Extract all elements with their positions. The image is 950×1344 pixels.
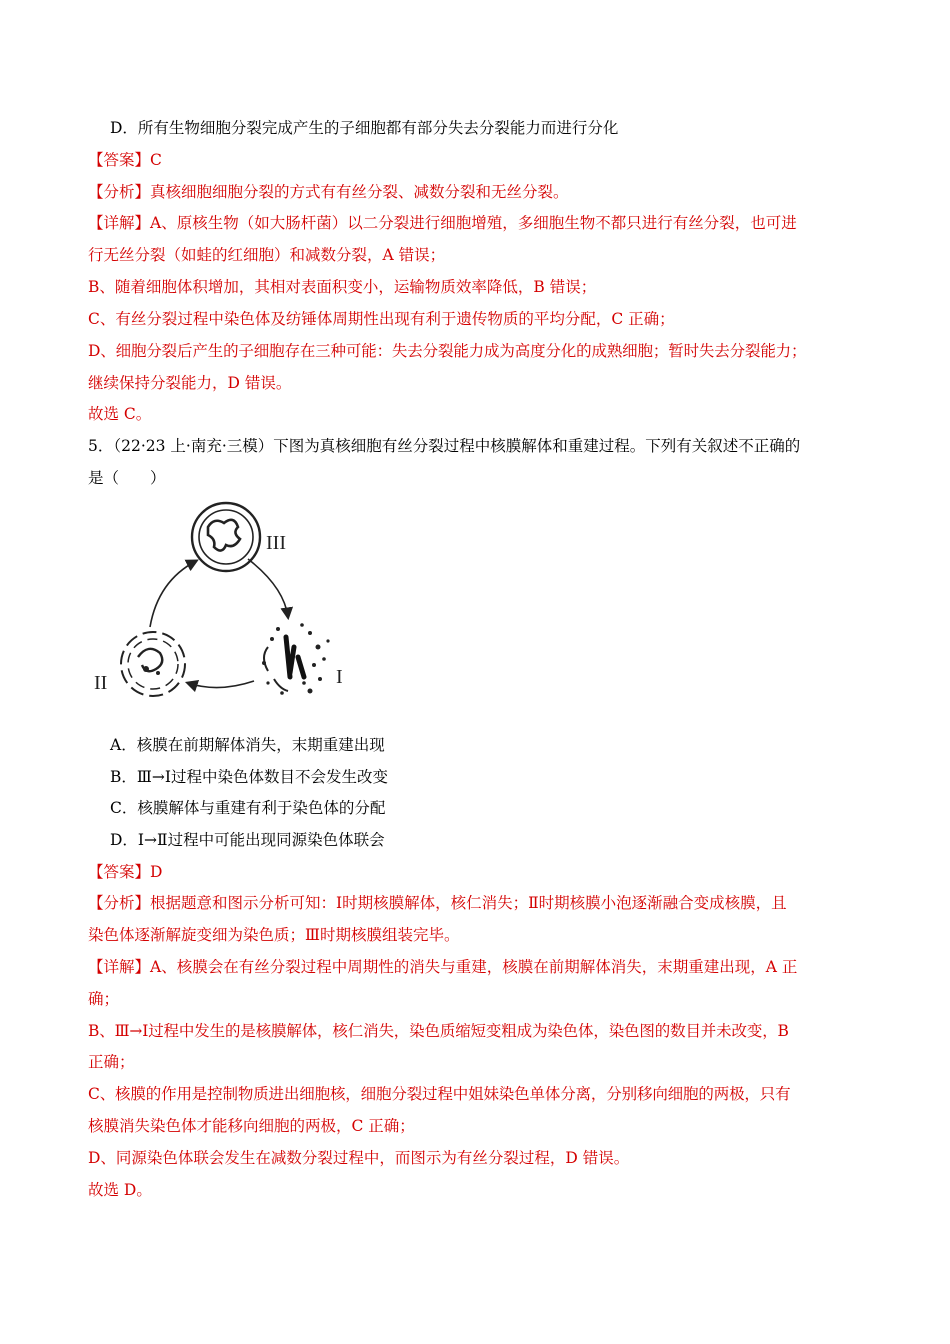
answer-value: D <box>150 863 163 881</box>
cycle-diagram <box>88 497 368 712</box>
q4-detail-line-2: 行无丝分裂（如蛙的红细胞）和减数分裂，A 错误； <box>88 246 446 264</box>
q5-answer-line <box>88 862 162 882</box>
label-ii: II <box>94 672 108 694</box>
q5-option-d: D．Ⅰ→Ⅱ过程中可能出现同源染色体联会 <box>110 831 385 849</box>
analysis-text: 真核细胞细胞分裂的方式有有丝分裂、减数分裂和无丝分裂。 <box>150 183 569 201</box>
nuclear-envelope-cycle-figure <box>88 497 368 712</box>
detail-tag: 【详解】 <box>88 214 151 232</box>
arrow-iii-to-i <box>248 559 288 617</box>
q4-answer-line <box>88 150 162 170</box>
q4-detail-b: B、随着细胞体积增加，其相对表面积变小，运输物质效率降低，B 错误； <box>88 278 597 296</box>
label-i: I <box>336 666 343 688</box>
answer-value: C <box>150 151 162 169</box>
answer-tag: 【答案】 <box>88 863 151 881</box>
q4-detail-c: C、有丝分裂过程中染色体及纺锤体周期性出现有利于遗传物质的平均分配，C 正确； <box>88 310 675 328</box>
arrow-ii-to-iii <box>150 561 196 627</box>
q5-detail-b2: 正确； <box>88 1053 135 1071</box>
q5-detail-a2: 确； <box>88 990 120 1008</box>
q5-analysis-line-2: 染色体逐渐解旋变细为染色质；Ⅲ时期核膜组装完毕。 <box>88 926 460 944</box>
label-iii: III <box>266 532 286 554</box>
detail-tag: 【详解】 <box>88 958 151 976</box>
q5-option-b: B．Ⅲ→Ⅰ过程中染色体数目不会发生改变 <box>110 768 388 786</box>
q5-option-a: A．核膜在前期解体消失，末期重建出现 <box>110 736 385 754</box>
q4-detail-d1: D、细胞分裂后产生的子细胞存在三种可能：失去分裂能力成为高度分化的成熟细胞；暂时失去分裂能力； <box>88 342 807 360</box>
q5-conclusion: 故选 D。 <box>88 1181 152 1199</box>
q5-detail-d: D、同源染色体联会发生在减数分裂过程中，而图示为有丝分裂过程，D 错误。 <box>88 1149 630 1167</box>
q4-detail-line <box>88 213 797 233</box>
q5-analysis-line <box>88 893 787 913</box>
cell-ii <box>121 632 185 696</box>
q4-option-d: D．所有生物细胞分裂完成产生的子细胞都有部分失去分裂能力而进行分化 <box>110 119 619 137</box>
cell-i <box>262 623 330 695</box>
q4-detail-d2: 继续保持分裂能力，D 错误。 <box>88 374 292 392</box>
q5-detail-c2: 核膜消失染色体才能移向细胞的两极，C 正确； <box>88 1117 415 1135</box>
arrow-i-to-ii <box>188 681 254 688</box>
q5-detail-b1: B、Ⅲ→Ⅰ过程中发生的是核膜解体，核仁消失，染色质缩短变粗成为染色体，染色图的数目并未改变，B <box>88 1022 789 1040</box>
analysis-tag: 【分析】 <box>88 894 151 912</box>
q5-detail-line <box>88 957 797 977</box>
q5-stem-line2: 是（ ） <box>88 469 166 487</box>
q5-option-c: C．核膜解体与重建有利于染色体的分配 <box>110 799 386 817</box>
answer-tag: 【答案】 <box>88 151 151 169</box>
analysis-tag: 【分析】 <box>88 183 151 201</box>
analysis-text: 根据题意和图示分析可知：Ⅰ时期核膜解体，核仁消失；Ⅱ时期核膜小泡逐渐融合变成核膜，且 <box>150 894 787 912</box>
q4-analysis-line <box>88 182 569 202</box>
q4-conclusion: 故选 C。 <box>88 405 152 423</box>
detail-text: A、原核生物（如大肠杆菌）以二分裂进行细胞增殖，多细胞生物不都只进行有丝分裂，也可进 <box>150 214 797 232</box>
q5-detail-c1: C、核膜的作用是控制物质进出细胞核，细胞分裂过程中姐妹染色单体分离，分别移向细胞的两极，只有 <box>88 1085 791 1103</box>
detail-text: A、核膜会在有丝分裂过程中周期性的消失与重建，核膜在前期解体消失，末期重建出现，A 正 <box>150 958 798 976</box>
q5-stem-line1: 5．（22·23 上·南充·三模）下图为真核细胞有丝分裂过程中核膜解体和重建过程。下列有关叙述不正确的 <box>88 437 801 455</box>
